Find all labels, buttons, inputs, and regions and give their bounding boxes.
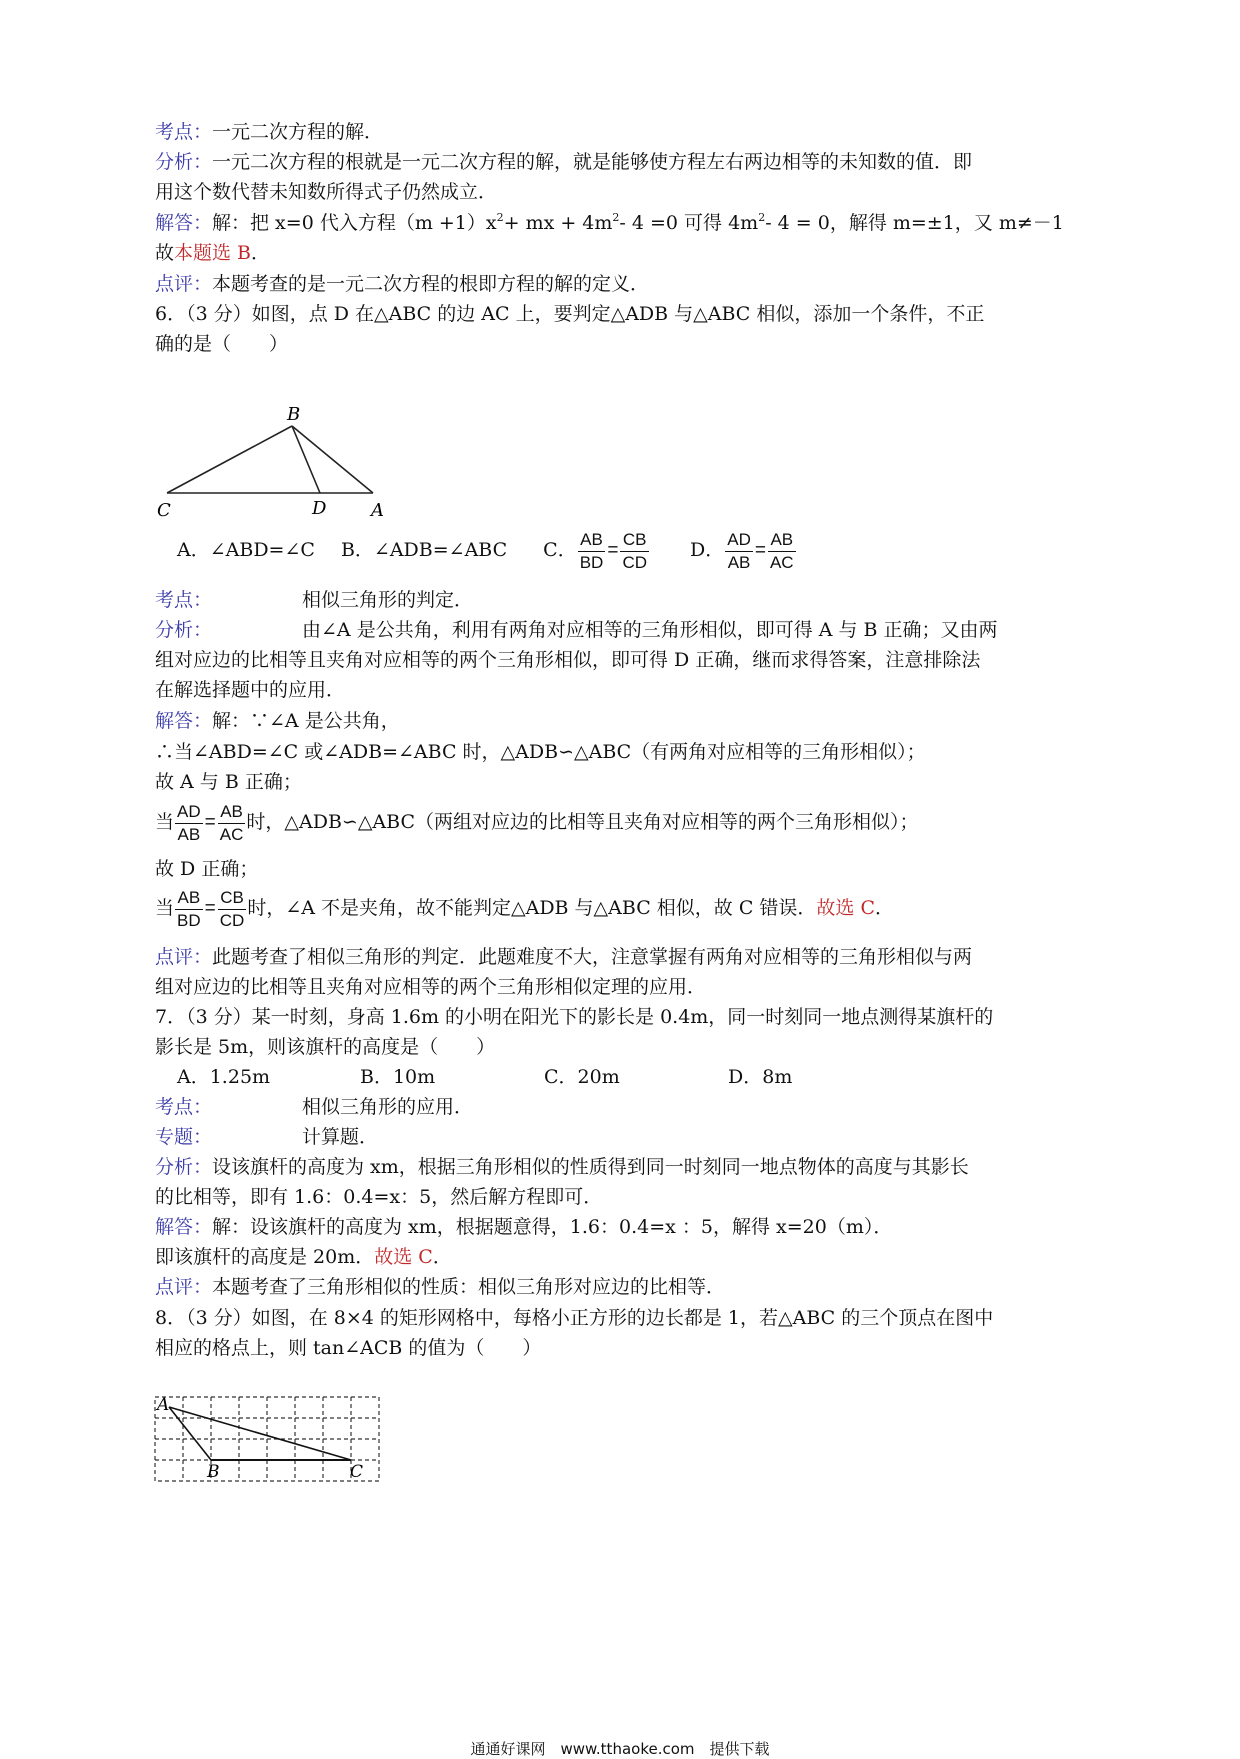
q6-dianping-line-2: 组对应边的比相等且夹角对应相等的两个三角形相似定理的应用． <box>155 976 707 998</box>
numerator: AB <box>218 801 246 824</box>
jieda-text: 即该旗杆的高度是 20m． <box>155 1246 375 1268</box>
answer-highlight: 本题选 B <box>174 242 252 264</box>
option-d-prefix: D． <box>690 539 725 561</box>
fenxi-label: 分析： <box>155 619 213 641</box>
denominator: AB <box>177 824 201 844</box>
side-ba <box>292 426 373 493</box>
q6-jieda-line-4 <box>155 798 919 847</box>
jieda-text: 时，∠A 不是夹角，故不能判定△ADB 与△ABC 相似，故 C 错误． <box>247 897 817 919</box>
vertex-label-d: D <box>312 498 327 519</box>
option-a: A．∠ABD=∠C <box>177 539 315 561</box>
q7-stem-line-1: 7．（3 分）某一时刻，身高 1.6m 的小明在阳光下的影长是 0.4m，同一时刻同一地点测得某旗杆的 <box>155 1006 994 1028</box>
q6-fenxi-line-2: 组对应边的比相等且夹角对应相等的两个三角形相似，即可得 D 正确，继而求得答案，注意排除法 <box>155 649 981 671</box>
numerator: CB <box>218 887 247 910</box>
q6-stem-line-1: 6．（3 分）如图，点 D 在△ABC 的边 AC 上，要判定△ADB 与△ABC 相似，添加一个条件，不正 <box>155 303 985 325</box>
q5-fenxi-line-1 <box>155 148 972 176</box>
denominator: AC <box>219 824 244 844</box>
fenxi-text: 设该旗杆的高度为 xm，根据三角形相似的性质得到同一时刻同一地点物体的高度与其影长 <box>212 1156 969 1178</box>
option-b: B．10m <box>360 1066 436 1088</box>
fraction <box>218 887 247 932</box>
jieda-text: 解：设该旗杆的高度为 xm，根据题意得，1.6：0.4=x ：5，解得 x=20（m）． <box>212 1216 893 1238</box>
denominator: BD <box>177 910 201 930</box>
vertex-label-c: C <box>157 500 171 520</box>
fraction <box>768 529 796 574</box>
q6-jieda-line-1 <box>155 707 400 735</box>
q6-options-line <box>155 526 797 575</box>
jieda-text: 时，△ADB∽△ABC（两组对应边的比相等且夹角对应相等的两个三角形相似）； <box>246 811 919 833</box>
jieda-label: 解答： <box>155 710 213 732</box>
vertex-label-b: B <box>207 1462 220 1482</box>
q5-dianping-line <box>155 270 649 298</box>
exponent: 2 <box>612 211 620 224</box>
q7-zhuanti-line <box>155 1123 378 1151</box>
equals-sign: = <box>754 540 766 561</box>
q6-jieda-line-6 <box>155 884 894 933</box>
equals-sign: = <box>204 898 216 919</box>
q8-stem-line-1: 8．（3 分）如图，在 8×4 的矩形网格中，每格小正方形的边长都是 1，若△ABC 的三个顶点在图中 <box>155 1307 994 1329</box>
q6-triangle-figure <box>145 380 395 520</box>
denominator: CD <box>219 910 245 930</box>
numerator: CB <box>620 529 649 552</box>
q5-kaodian-line <box>155 118 383 146</box>
zhuanti-text: 计算题． <box>302 1126 379 1148</box>
fenxi-text: 一元二次方程的根就是一元二次方程的解，就是能够使方程左右两边相等的未知数的值．即 <box>212 151 973 173</box>
equals-sign: = <box>204 812 216 833</box>
q7-kaodian-line <box>155 1093 473 1121</box>
denominator: AC <box>769 552 794 572</box>
q7-fenxi-line-2: 的比相等，即有 1.6：0.4=x：5，然后解方程即可． <box>155 1186 603 1208</box>
jieda-text: 解：∵∠A 是公共角， <box>212 710 400 732</box>
q5-conclusion-line <box>155 239 270 267</box>
q6-fenxi-line-1 <box>155 616 998 644</box>
denominator: BD <box>579 552 604 572</box>
q6-fenxi-line-3: 在解选择题中的应用． <box>155 679 346 701</box>
dianping-text: 本题考查的是一元二次方程的根即方程的解的定义． <box>212 273 650 295</box>
kaodian-label: 考点： <box>155 589 213 611</box>
sentence-end: ． <box>874 897 894 919</box>
side-cb <box>167 426 292 493</box>
equals-sign: = <box>607 540 619 561</box>
vertex-label-b: B <box>287 404 301 425</box>
page-footer: 通通好课网 www.tthaoke.com 提供下载 <box>470 1740 770 1758</box>
exponent: 2 <box>758 211 766 224</box>
side-ab <box>169 1407 211 1460</box>
conclusion-end: ． <box>251 242 271 264</box>
exponent: 2 <box>496 211 504 224</box>
dianping-label: 点评： <box>155 946 213 968</box>
fenxi-label: 分析： <box>155 1156 213 1178</box>
fraction <box>218 801 246 846</box>
vertex-label-a: A <box>157 1395 170 1415</box>
option-c-prefix: C． <box>543 539 577 561</box>
fraction <box>725 529 753 574</box>
jieda-part-c: - 4 =0 可得 4m <box>619 212 759 234</box>
when-word: 当 <box>155 897 175 919</box>
q6-jieda-line-2: ∴当∠ABD=∠C 或∠ADB=∠ABC 时，△ADB∽△ABC（有两角对应相等的三角形相似）； <box>155 741 926 763</box>
q6-kaodian-line <box>155 586 473 614</box>
jieda-label: 解答： <box>155 212 213 234</box>
jieda-part-b: + mx + 4m <box>503 212 613 234</box>
fenxi-label: 分析： <box>155 151 213 173</box>
option-b: B．∠ADB=∠ABC <box>340 539 508 561</box>
fraction <box>175 801 203 846</box>
q6-stem-line-2: 确的是（ ） <box>155 333 289 355</box>
option-a: A．1.25m <box>177 1066 271 1088</box>
numerator: AD <box>725 529 753 552</box>
fraction <box>620 529 649 574</box>
side-bd <box>292 426 320 493</box>
q7-fenxi-line-1 <box>155 1153 969 1181</box>
when-word: 当 <box>155 811 175 833</box>
vertex-label-a: A <box>371 500 384 520</box>
jieda-part-a: 解：把 x=0 代入方程（m +1）x <box>212 212 497 234</box>
option-d: D．8m <box>728 1066 793 1088</box>
kaodian-text: 相似三角形的应用． <box>302 1096 474 1118</box>
fraction <box>578 529 606 574</box>
kaodian-label: 考点： <box>155 121 213 143</box>
conclusion-prefix: 故 <box>155 242 175 264</box>
kaodian-label: 考点： <box>155 1096 213 1118</box>
numerator: AD <box>175 801 203 824</box>
answer-highlight: 故选 C <box>816 897 875 919</box>
denominator: CD <box>622 552 647 572</box>
q8-stem-line-2: 相应的格点上，则 tan∠ACB 的值为（ ） <box>155 1337 542 1359</box>
option-c: C．20m <box>544 1066 620 1088</box>
q8-grid-figure <box>150 1391 390 1491</box>
side-ac <box>169 1407 351 1460</box>
dianping-text: 本题考查了三角形相似的性质：相似三角形对应边的比相等． <box>212 1276 726 1298</box>
jieda-part-d: - 4 = 0，解得 m=±1，又 m≠－1 <box>765 212 1064 234</box>
q6-jieda-line-3: 故 A 与 B 正确； <box>155 771 302 793</box>
kaodian-text: 一元二次方程的解． <box>212 121 384 143</box>
q7-stem-line-2: 影长是 5m，则该旗杆的高度是（ ） <box>155 1036 496 1058</box>
q6-dianping-line-1 <box>155 943 972 971</box>
q7-jieda-line-2 <box>155 1243 452 1271</box>
dianping-label: 点评： <box>155 273 213 295</box>
jieda-label: 解答： <box>155 1216 213 1238</box>
dianping-text: 此题考查了相似三角形的判定．此题难度不大，注意掌握有两角对应相等的三角形相似与两 <box>212 946 973 968</box>
denominator: AB <box>727 552 751 572</box>
zhuanti-label: 专题： <box>155 1126 213 1148</box>
q5-fenxi-line-2: 用这个数代替未知数所得式子仍然成立． <box>155 181 498 203</box>
answer-highlight: 故选 C <box>374 1246 433 1268</box>
q7-dianping-line <box>155 1273 725 1301</box>
sentence-end: ． <box>432 1246 452 1268</box>
q7-options-line <box>155 1063 792 1091</box>
kaodian-text: 相似三角形的判定． <box>302 589 474 611</box>
numerator: AB <box>768 529 796 552</box>
dianping-label: 点评： <box>155 1276 213 1298</box>
q5-jieda-line <box>155 209 1064 237</box>
numerator: AB <box>578 529 606 552</box>
vertex-label-c: C <box>350 1462 364 1482</box>
fraction <box>175 887 203 932</box>
fenxi-text: 由∠A 是公共角，利用有两角对应相等的三角形相似，即可得 A 与 B 正确；又由两 <box>302 619 998 641</box>
q6-jieda-line-5: 故 D 正确； <box>155 858 259 880</box>
numerator: AB <box>175 887 203 910</box>
q7-jieda-line-1 <box>155 1213 892 1241</box>
dotted-grid <box>155 1397 379 1481</box>
